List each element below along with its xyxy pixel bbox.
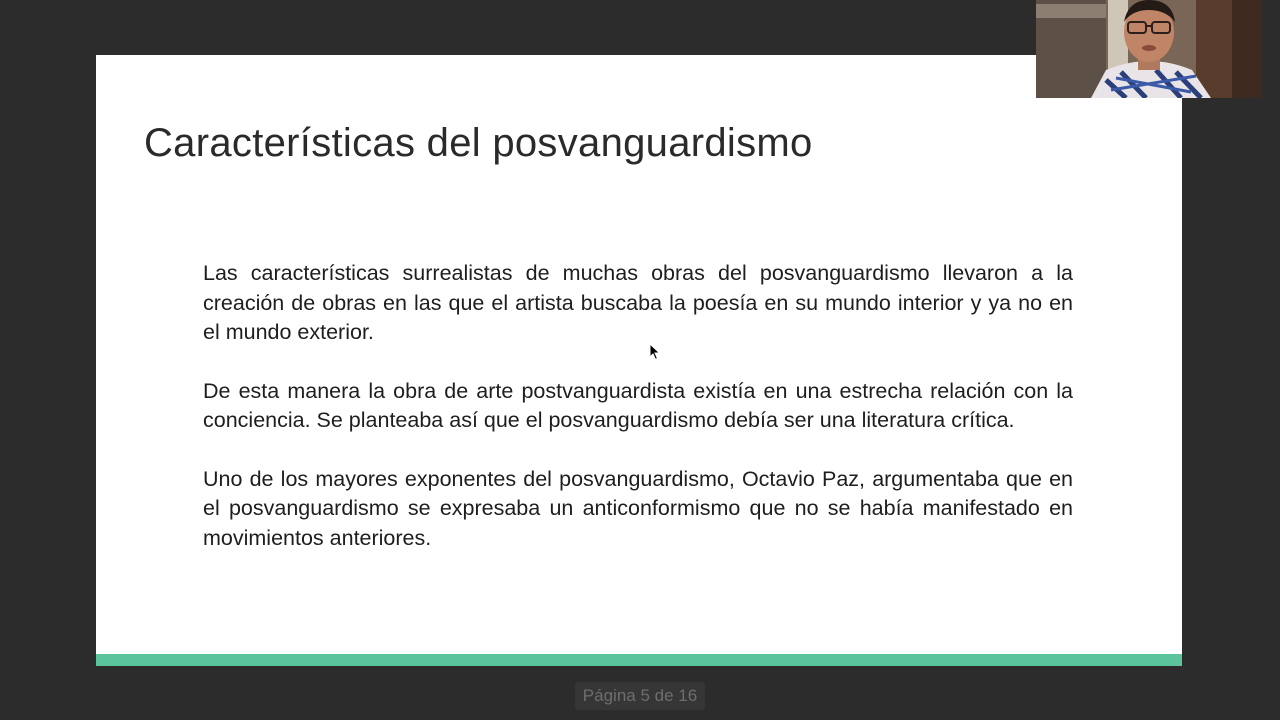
presenter-webcam: [1036, 0, 1262, 98]
slide-paragraph-1: Las características surrealistas de muchas obras del posvanguardismo llevaron a la creación de obras en las que el artista buscaba la poesía en su mundo interior y ya no en el mundo exterior.: [203, 261, 1073, 344]
presenter-video-image: [1036, 0, 1262, 98]
slide-canvas[interactable]: [96, 55, 1182, 666]
page-indicator: Página 5 de 16: [575, 682, 705, 710]
slide-title: Características del posvanguardismo: [144, 121, 813, 165]
slide-paragraph-2: De esta manera la obra de arte postvanguardista existía en una estrecha relación con la conciencia. Se planteaba así que el posvanguardismo debía ser una literatura crítica.: [203, 378, 1073, 432]
slide-accent-bar: [96, 654, 1182, 666]
slide-paragraph-3: Uno de los mayores exponentes del posvanguardismo, Octavio Paz, argumentaba que en el posvanguardismo se expresaba un anticonformismo que no se había manifestado en movimientos anteriores.: [203, 466, 1073, 550]
mouse-pointer-icon: [649, 343, 661, 361]
slide-body: [203, 259, 1073, 582]
